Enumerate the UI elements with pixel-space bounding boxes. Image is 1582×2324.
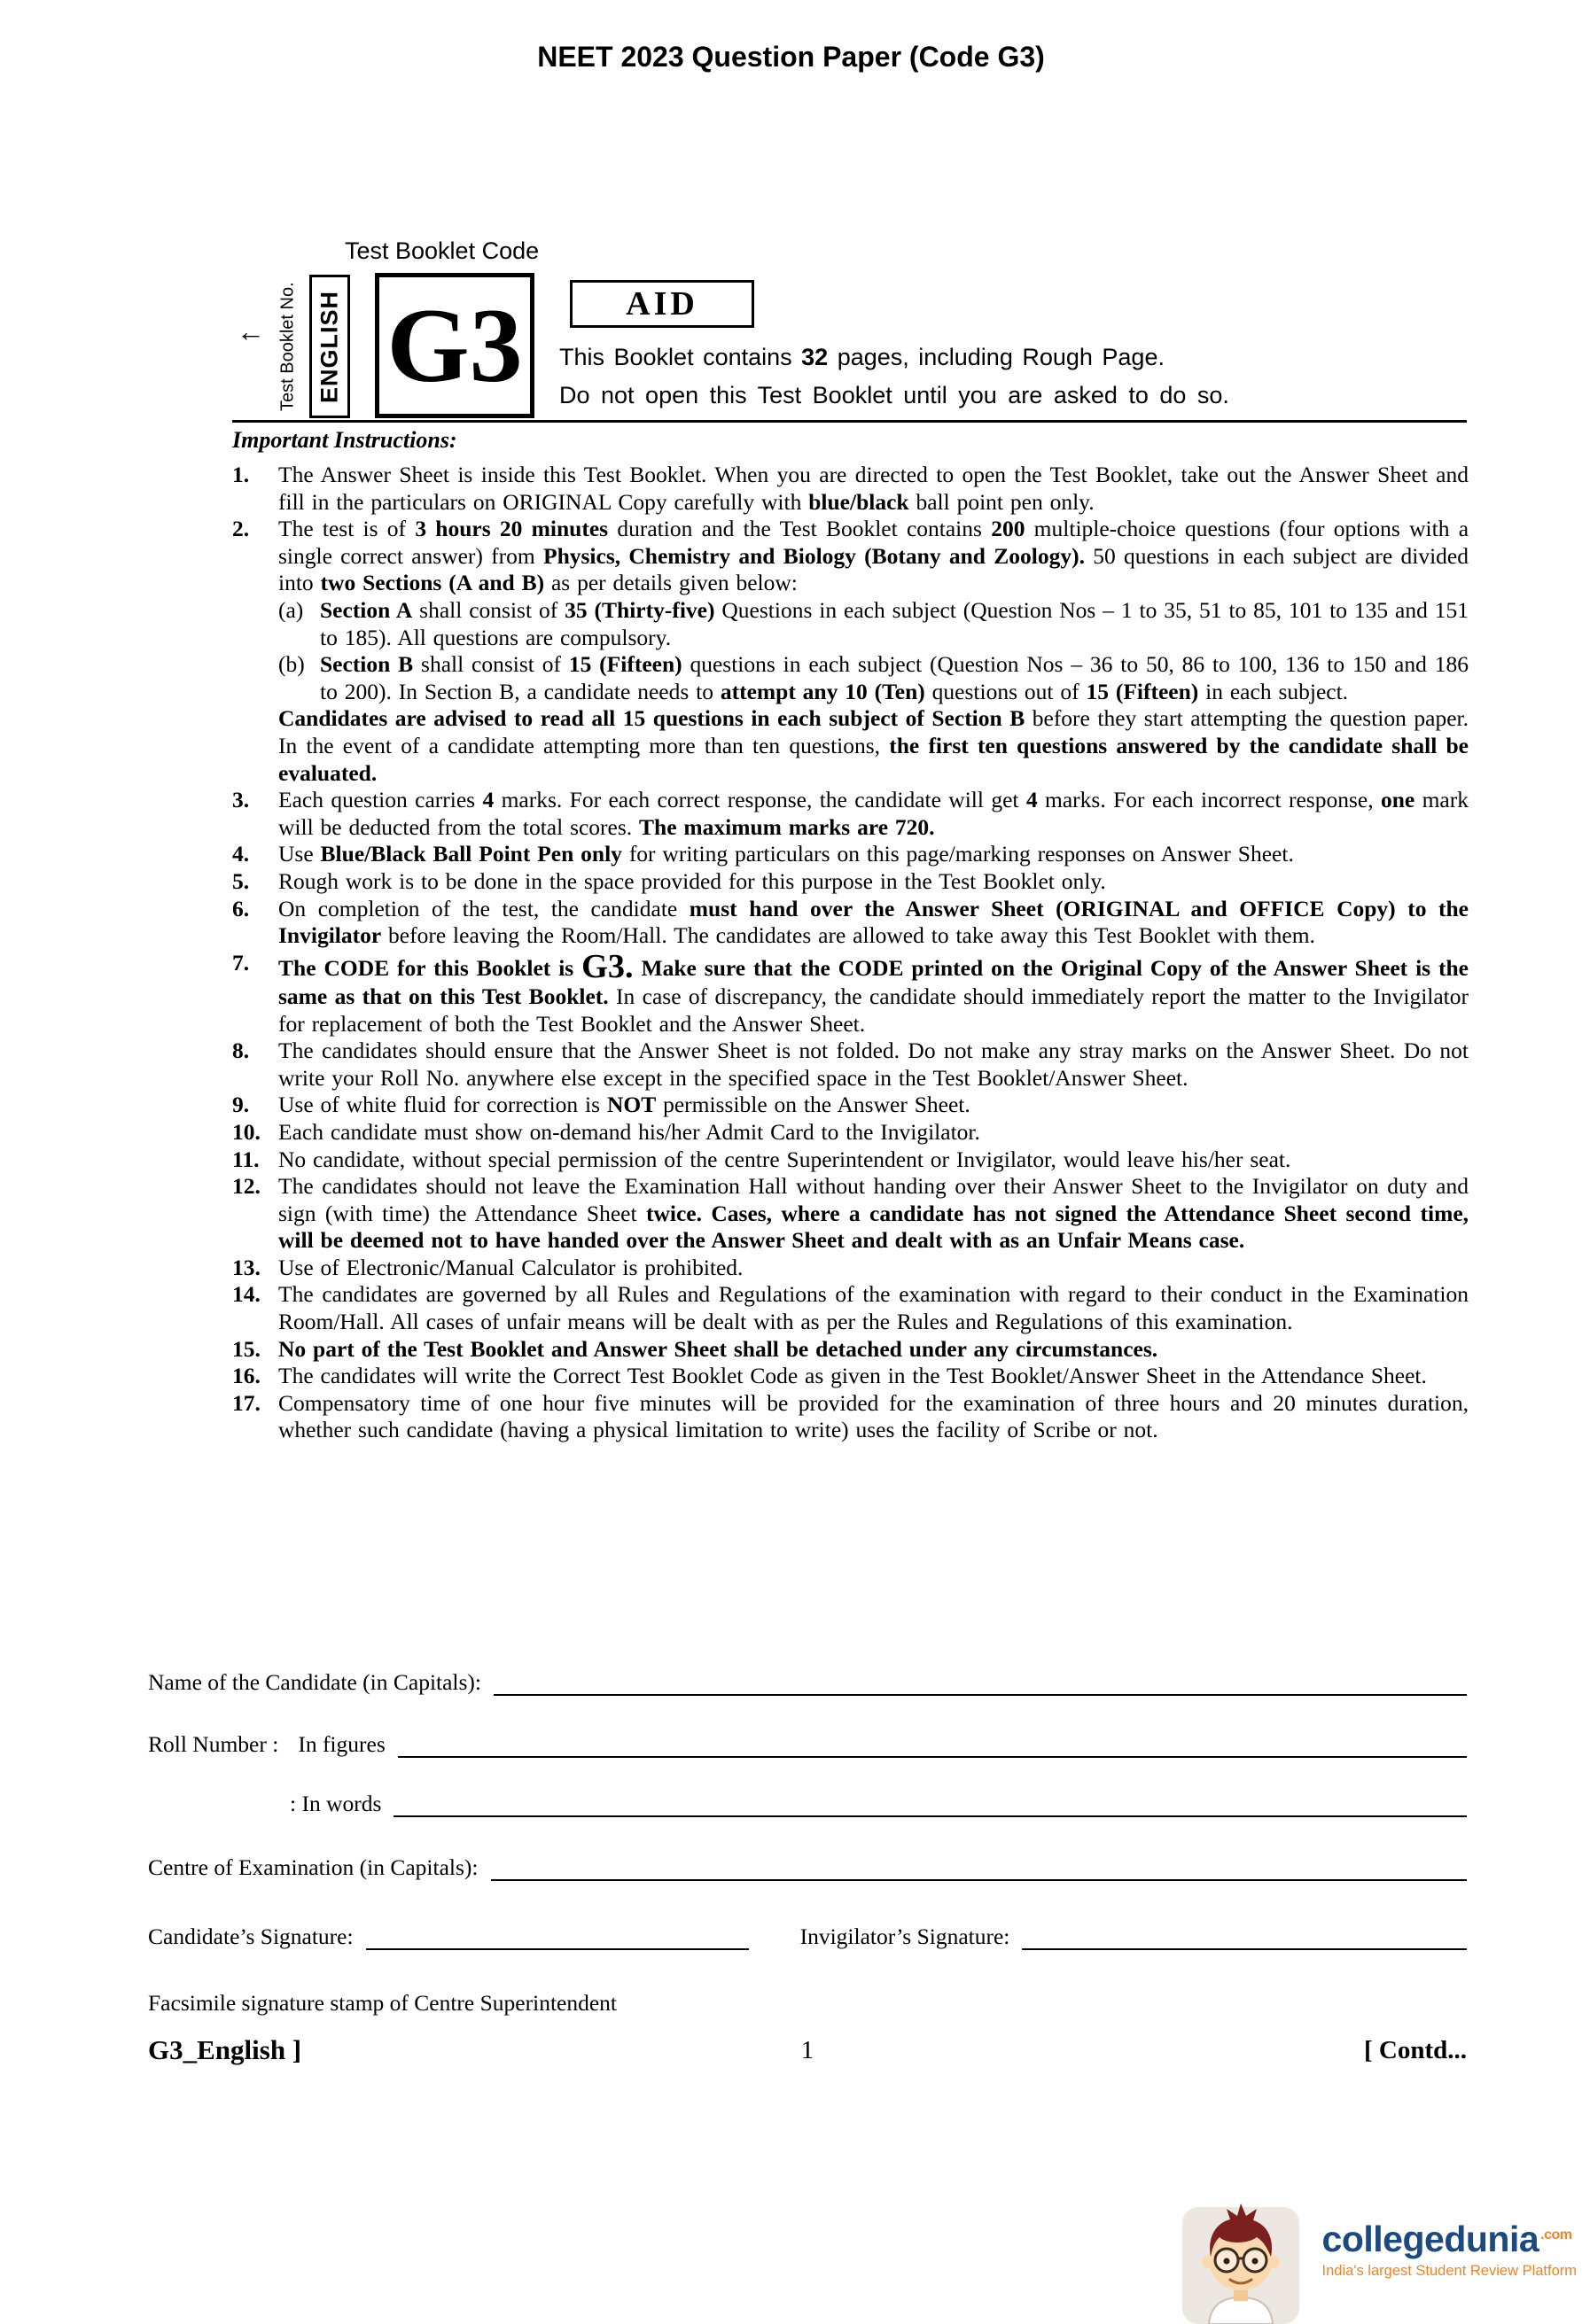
instruction-main-text [278, 896, 1469, 950]
text-segment: Use [278, 841, 321, 867]
text-segment: as per details given below: [544, 570, 798, 596]
candidate-signature-line [366, 1924, 749, 1950]
text-segment: Each candidate must show on-demand his/her Admit Card to the Invigilator. [278, 1118, 980, 1145]
page-footer [148, 2034, 1467, 2073]
centre-label: Centre of Examination (in Capitals): [148, 1854, 479, 1880]
text-segment: before leaving the Room/Hall. The candidates are allowed to take away this Test Booklet with them. [381, 922, 1315, 949]
roll-number-label: Roll Number : [148, 1731, 279, 1757]
instruction-text [278, 841, 1469, 868]
instruction-main-text [278, 787, 1469, 841]
instruction-main-text [278, 462, 1469, 516]
instruction-item-13 [232, 1255, 1469, 1282]
instruction-number: 8. [232, 1038, 250, 1064]
collegedunia-mascot-icon [1170, 2202, 1312, 2324]
text-segment: two Sections (A and B) [320, 570, 545, 596]
candidate-form [148, 1659, 1467, 2031]
instruction-item-16 [232, 1363, 1469, 1390]
instruction-number: 1. [232, 462, 250, 487]
instruction-main-text [278, 516, 1469, 597]
instruction-item-3 [232, 787, 1469, 841]
instruction-number: 14. [232, 1281, 261, 1308]
text-segment: 4 [482, 787, 495, 813]
instruction-main-text [278, 868, 1469, 896]
subitem-text [320, 597, 1469, 651]
instruction-main-text [278, 1336, 1469, 1364]
instruction-text [278, 1119, 1469, 1146]
instruction-main-text [278, 1119, 1469, 1146]
signature-row [148, 1924, 1467, 1950]
brand-tagline: India's largest Student Review Platform [1321, 2263, 1577, 2279]
text-segment: Rough work is to be done in the space provided for this purpose in the Test Booklet only. [278, 867, 1106, 894]
footer-page-number: 1 [800, 2036, 814, 2064]
roll-in-words-label: : In words [290, 1791, 382, 1816]
text-segment: The maximum marks are 720. [639, 813, 935, 840]
instruction-number: 4. [232, 841, 250, 867]
text-segment: one [1380, 787, 1415, 813]
instruction-number: 11. [232, 1146, 260, 1172]
text-segment: mark will be deducted from the total scores. [278, 787, 1469, 840]
text-segment: The candidates are governed by all Rules and Regulations of the examination with regard to their conduct in the Examination Room/Hall. All cases of unfair means will be dealt with as per the Rules and Regulations of this examination. [278, 1281, 1469, 1335]
text-segment: attempt any 10 (Ten) [720, 678, 925, 704]
instruction-text [278, 787, 1469, 841]
instruction-number: 16. [232, 1363, 261, 1389]
left-arrow-icon: ← [237, 315, 265, 347]
instruction-subitem [278, 597, 1469, 651]
instruction-item-10 [232, 1119, 1469, 1146]
booklet-info-line-1 [559, 344, 1348, 371]
name-row [148, 1669, 1467, 1696]
text-segment: The Answer Sheet is inside this Test Booklet. When you are directed to open the Test Booklet, take out the Answer Sheet and fill in the particulars on ORIGINAL Copy carefully with [278, 462, 1469, 515]
text-segment: twice. Cases, where a candidate has not signed the Attendance Sheet second time, will be deemed not to have handed over the Answer Sheet and dealt with as an Unfair Means case. [278, 1200, 1469, 1254]
aid-code-box: AID [570, 280, 754, 328]
page-title: NEET 2023 Question Paper (Code G3) [537, 41, 1045, 73]
booklet-header [235, 237, 1369, 425]
instruction-main-text [278, 1363, 1469, 1390]
text-segment: Section B [320, 651, 414, 678]
text-segment: ball point pen only. [908, 488, 1095, 515]
candidate-signature-label: Candidate’s Signature: [148, 1924, 354, 1949]
collegedunia-logo [1170, 2202, 1577, 2324]
text-segment: shall consist of [413, 651, 569, 678]
instruction-main-text [278, 1281, 1469, 1335]
centre-field-line [491, 1854, 1468, 1881]
text-segment: The CODE for this Booklet is [278, 954, 582, 981]
instruction-number: 9. [232, 1092, 250, 1118]
instruction-item-14 [232, 1281, 1469, 1335]
text-segment: Use of Electronic/Manual Calculator is prohibited. [278, 1254, 744, 1280]
text-segment: shall consist of [412, 596, 565, 623]
instruction-text [278, 868, 1469, 896]
text-segment: marks. For each correct response, the candidate will get [494, 787, 1026, 813]
instruction-item-1 [232, 462, 1469, 516]
text-segment: 15 (Fifteen) [568, 651, 682, 678]
booklet-code-label: Test Booklet Code [345, 237, 540, 264]
text-segment: in each subject. [1198, 678, 1349, 704]
language-label: ENGLISH [309, 275, 350, 418]
instruction-text [278, 1336, 1469, 1364]
text-segment: marks. For each incorrect response, [1037, 787, 1381, 813]
text-segment: Compensatory time of one hour five minutes will be provided for the examination of three hours and 20 minutes duration, whether such candidate (having a physical limitation to write) uses the facility of Scribe or not. [278, 1389, 1469, 1443]
text-segment: 32 [801, 344, 829, 370]
instruction-item-8 [232, 1038, 1469, 1092]
roll-words-field-line [394, 1791, 1467, 1817]
invigilator-signature-line [1022, 1924, 1467, 1950]
instruction-main-text [278, 1038, 1469, 1092]
brand-name: collegedunia [1321, 2219, 1539, 2259]
instruction-number: 6. [232, 895, 250, 921]
name-label: Name of the Candidate (in Capitals): [148, 1669, 482, 1695]
instruction-text [278, 1146, 1469, 1174]
instruction-text [278, 516, 1469, 787]
footer-booklet-code: G3_English ] [148, 2034, 302, 2065]
subitem-label: (b) [278, 651, 305, 678]
header-divider [232, 420, 1467, 423]
instruction-text [278, 1173, 1469, 1255]
instruction-number: 5. [232, 867, 250, 894]
instruction-number: 15. [232, 1335, 261, 1362]
instruction-main-text [278, 841, 1469, 868]
text-segment: The test is of [278, 516, 416, 542]
brand-tld: .com [1540, 2227, 1572, 2242]
test-booklet-no-label: Test Booklet No. [277, 282, 298, 411]
instruction-number: 7. [232, 949, 250, 975]
text-segment: blue/black [808, 488, 909, 515]
instruction-text [278, 1363, 1469, 1390]
text-segment: No candidate, without special permission of the centre Superintendent or Invigilator, would leave his/her seat. [278, 1146, 1291, 1172]
instruction-text [278, 1038, 1469, 1092]
roll-in-figures-label: In figures [298, 1731, 386, 1757]
instruction-text [278, 1281, 1469, 1335]
text-segment: must hand over the Answer Sheet (ORIGINAL and OFFICE Copy) to the Invigilator [278, 895, 1469, 949]
text-segment: multiple-choice questions (four options with a single correct answer) from [278, 516, 1469, 569]
text-segment: Candidates are advised to read all 15 questions in each subject of Section B [278, 705, 1025, 732]
text-segment: In case of discrepancy, the candidate should immediately report the matter to the Invigilator for replacement of both the Test Booklet and the Answer Sheet. [278, 983, 1469, 1037]
collegedunia-text [1322, 2221, 1577, 2305]
roll-words-row [148, 1791, 1467, 1817]
text-segment: NOT [606, 1092, 657, 1118]
text-segment: This Booklet contains [559, 344, 802, 370]
text-segment: The candidates will write the Correct Test Booklet Code as given in the Test Booklet/Answer Sheet in the Attendance Sheet. [278, 1363, 1427, 1389]
text-segment: The candidates should not leave the Examination Hall without handing over their Answer Sheet to the Invigilator on duty and sign (with time) the Attendance Sheet [278, 1173, 1469, 1226]
text-segment: 15 (Fifteen) [1086, 678, 1199, 704]
instruction-text [278, 462, 1469, 516]
instruction-item-9 [232, 1092, 1469, 1119]
text-segment: the first ten questions answered by the candidate shall be evaluated. [278, 732, 1469, 786]
text-segment: Blue/Black Ball Point Pen only [320, 841, 622, 867]
instruction-number: 2. [232, 516, 250, 542]
instruction-number: 17. [232, 1389, 261, 1416]
instruction-text [278, 947, 1469, 1038]
instruction-item-4 [232, 841, 1469, 868]
text-segment: 4 [1025, 787, 1038, 813]
instruction-item-5 [232, 868, 1469, 896]
instruction-item-2 [232, 516, 1469, 787]
instruction-number: 3. [232, 787, 250, 813]
text-segment: No part of the Test Booklet and Answer Sheet shall be detached under any circumstances. [278, 1335, 1158, 1362]
instruction-item-15 [232, 1336, 1469, 1364]
instructions-heading: Important Instructions: [232, 427, 457, 453]
instruction-note [278, 705, 1469, 787]
text-segment: for writing particulars on this page/marking responses on Answer Sheet. [621, 841, 1294, 867]
instruction-item-6 [232, 896, 1469, 950]
text-segment: Make sure that the CODE printed on the Original Copy of the Answer Sheet is the same as that on this Test Booklet. [278, 954, 1469, 1009]
instruction-item-12 [232, 1173, 1469, 1255]
facsimile-row [148, 1990, 1467, 2017]
instruction-main-text [278, 1255, 1469, 1282]
instruction-main-text [278, 1146, 1469, 1174]
text-segment: On completion of the test, the candidate [278, 895, 690, 921]
instruction-number: 12. [232, 1173, 261, 1200]
facsimile-label: Facsimile signature stamp of Centre Superintendent [148, 1990, 618, 2016]
subitem-text [320, 651, 1469, 705]
text-segment: Questions in each subject (Question Nos – 1 to 35, 51 to 85, 101 to 135 and 151 to 185). All questions are compulsory. [320, 596, 1469, 650]
instruction-item-11 [232, 1146, 1469, 1174]
instruction-main-text [278, 1173, 1469, 1255]
text-segment: 50 questions in each subject are divided into [278, 542, 1469, 596]
subitem-label: (a) [278, 596, 304, 623]
text-segment: Physics, Chemistry and Biology (Botany and Zoology). [543, 542, 1085, 569]
text-segment: Use of white fluid for correction is [278, 1092, 607, 1118]
text-segment: Each question carries [278, 787, 483, 813]
instruction-text [278, 1255, 1469, 1282]
booklet-info-line-2: Do not open this Test Booklet until you are asked to do so. [559, 382, 1229, 408]
text-segment: before they start attempting the question paper. In the event of a candidate attempting more than ten questions, [278, 705, 1469, 758]
text-segment: 200 [991, 516, 1025, 542]
name-field-line [494, 1669, 1467, 1696]
instruction-number: 13. [232, 1254, 261, 1280]
booklet-code-box: G3 [375, 273, 534, 418]
instruction-item-17 [232, 1390, 1469, 1444]
footer-contd: [ Contd... [1363, 2036, 1467, 2064]
instruction-text [278, 1390, 1469, 1444]
instructions-list [232, 462, 1469, 1444]
text-segment: 3 hours 20 minutes [415, 516, 609, 542]
text-segment: duration and the Test Booklet contains [608, 516, 992, 542]
roll-figures-field-line [398, 1731, 1467, 1758]
invigilator-signature-label: Invigilator’s Signature: [799, 1924, 1010, 1949]
instruction-item-7 [232, 947, 1469, 1038]
text-segment: 35 (Thirty-five) [565, 596, 715, 623]
instruction-main-text [278, 1390, 1469, 1444]
text-segment: permissible on the Answer Sheet. [656, 1092, 970, 1118]
text-segment: The candidates should ensure that the Answer Sheet is not folded. Do not make any stray marks on the Answer Sheet. Do not write your Roll No. anywhere else except in the specified space in the Test Booklet/Answer Sheet. [278, 1038, 1469, 1091]
instruction-text [278, 896, 1469, 950]
text-segment: pages, including Rough Page. [828, 344, 1165, 370]
instruction-main-text [278, 1092, 1469, 1119]
text-segment: Section A [320, 596, 413, 623]
text-segment: questions in each subject (Question Nos – 36 to 50, 86 to 100, 136 to 150 and 186 to 200). In Section B, a candidate needs to [320, 651, 1469, 704]
instruction-main-text [278, 947, 1469, 1038]
roll-figures-row [148, 1731, 1467, 1758]
text-segment: G3. [581, 947, 634, 985]
text-segment: questions out of [924, 678, 1087, 704]
instruction-number: 10. [232, 1118, 261, 1145]
instruction-subitem [278, 651, 1469, 705]
centre-row [148, 1854, 1467, 1881]
instruction-text [278, 1092, 1469, 1119]
